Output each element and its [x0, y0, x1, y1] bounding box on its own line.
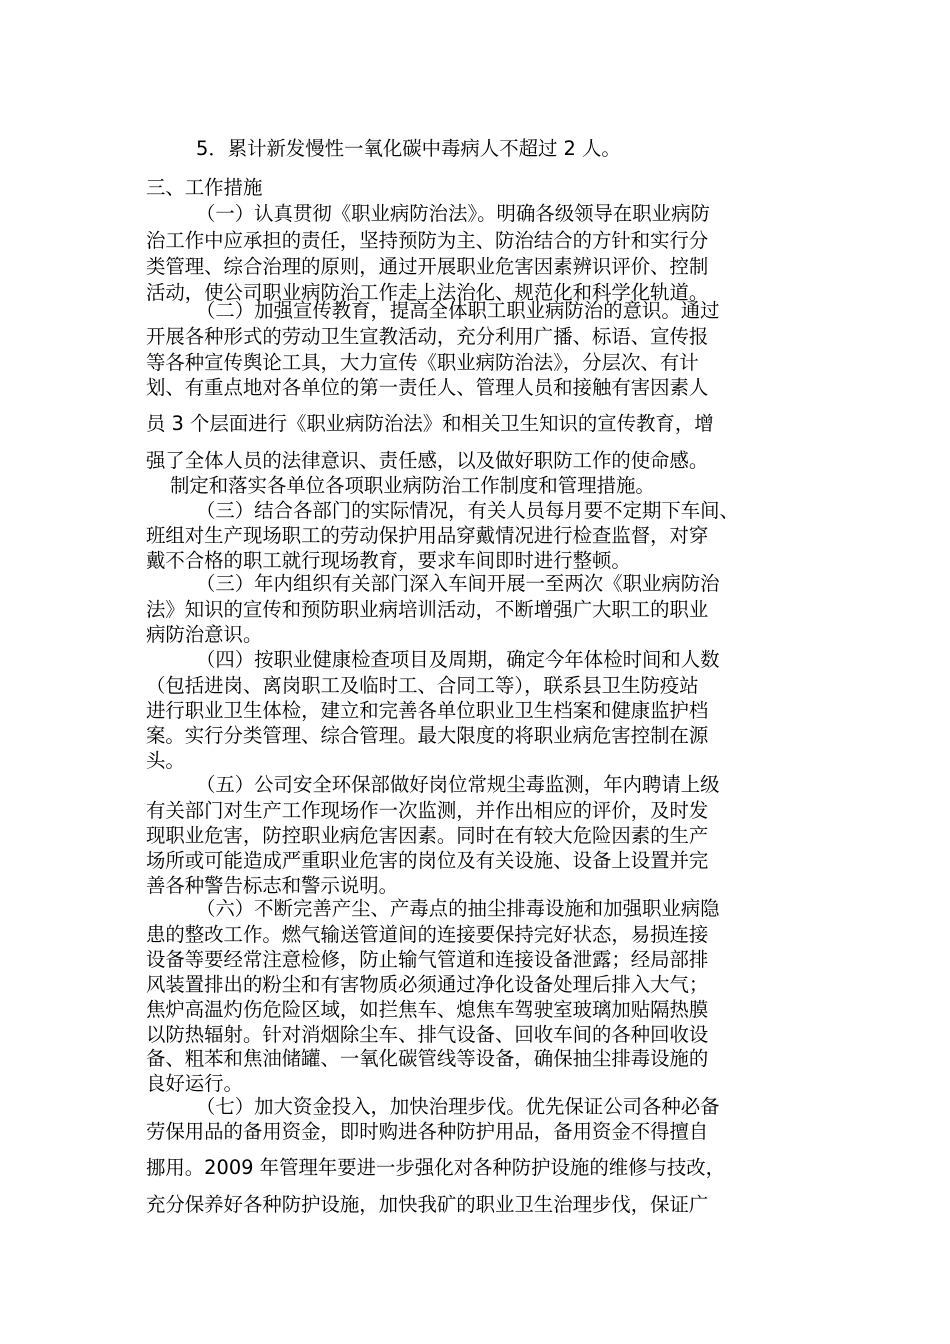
paragraph-line: 案。实行分类管理、综合管理。最大限度的将职业病危害控制在源	[146, 724, 709, 747]
paragraph-line: （五）公司安全环保部做好岗位常规尘毒监测，年内聘请上级	[196, 773, 720, 796]
paragraph-line: 现职业危害，防控职业病危害因素。同时在有较大危险因素的生产	[146, 824, 709, 847]
paragraph-line: （一）认真贯彻《职业病防治法》。明确各级领导在职业病防	[196, 202, 710, 225]
paragraph-line: 划、有重点地对各单位的第一责任人、管理人员和接触有害因素人	[146, 376, 709, 399]
paragraph-line: 焦炉高温灼伤危险区域，如拦焦车、熄焦车驾驶室玻璃加贴隔热膜	[146, 998, 709, 1021]
paragraph-line: 制定和落实各单位各项职业病防治工作制度和管理措施。	[170, 474, 655, 497]
paragraph-line: 有关部门对生产工作现场作一次监测，并作出相应的评价，及时发	[146, 799, 709, 822]
paragraph-line: 强了全体人员的法律意识、责任感，以及做好职防工作的使命感。	[146, 449, 709, 472]
paragraph-line: 场所或可能造成严重职业危害的岗位及有关设施、设备上设置并完	[146, 849, 709, 872]
paragraph-line: 班组对生产现场职工的劳动保护用品穿戴情况进行检查监督，对穿	[146, 524, 709, 547]
paragraph-line: 活动，使公司职业病防治工作走上法治化、规范化和科学化轨道。	[146, 281, 709, 304]
section-heading-measures: 三、工作措施	[146, 176, 263, 199]
paragraph-line: 善各种警告标志和警示说明。	[146, 874, 399, 897]
paragraph-line: 风装置排出的粉尘和有害物质必须通过净化设备处理后排入大气；	[146, 973, 709, 996]
paragraph-line: 等各种宣传舆论工具，大力宣传《职业病防治法》，分层次、有计	[146, 351, 699, 374]
paragraph-line: （二）加强宣传教育，提高全体职工职业病防治的意识。通过	[196, 299, 720, 322]
paragraph-line: 类管理、综合治理的原则，通过开展职业危害因素辨识评价、控制	[146, 255, 709, 278]
paragraph-line: （六）不断完善产尘、产毒点的抽尘排毒设施和加强职业病隐	[196, 897, 720, 920]
paragraph-line: （七）加大资金投入，加快治理步伐。优先保证公司各种必备	[196, 1095, 720, 1118]
paragraph-line: 充分保养好各种防护设施，加快我矿的职业卫生治理步伐，保证广	[146, 1193, 709, 1216]
paragraph-line: 进行职业卫生体检，建立和完善各单位职业卫生档案和健康监护档	[146, 699, 709, 722]
paragraph-line: 挪用。2009 年管理年要进一步强化对各种防护设施的维修与技改，	[146, 1156, 726, 1179]
paragraph-line: （三）结合各部门的实际情况，有关人员每月要不定期下车间、	[196, 499, 739, 522]
paragraph-line: 头。	[146, 749, 185, 772]
paragraph-line: （包括进岗、离岗职工及临时工、合同工等），联系县卫生防疫站	[146, 674, 699, 697]
paragraph-line: 劳保用品的备用资金，即时购进各种防护用品，备用资金不得擅自	[146, 1120, 709, 1143]
target-item-5: 5．累计新发慢性一氧化碳中毒病人不超过 2 人。	[196, 137, 621, 160]
paragraph-line: 备、粗苯和焦油储罐、一氧化碳管线等设备，确保抽尘排毒设施的	[146, 1047, 709, 1070]
paragraph-line: 治工作中应承担的责任，坚持预防为主、防治结合的方针和实行分	[146, 229, 709, 252]
paragraph-line: 良好运行。	[146, 1072, 243, 1095]
paragraph-line: 开展各种形式的劳动卫生宣教活动，充分利用广播、标语、宣传报	[146, 325, 709, 348]
paragraph-line: （四）按职业健康检查项目及周期，确定今年体检时间和人数	[196, 648, 720, 671]
paragraph-line: 法》知识的宣传和预防职业病培训活动，不断增强广大职工的职业	[146, 598, 709, 621]
paragraph-line: （三）年内组织有关部门深入车间开展一至两次《职业病防治	[196, 572, 720, 595]
paragraph-line: 以防热辐射。针对消烟除尘车、排气设备、回收车间的各种回收设	[146, 1023, 709, 1046]
paragraph-line: 员 3 个层面进行《职业病防治法》和相关卫生知识的宣传教育，增	[146, 412, 714, 435]
paragraph-line: 病防治意识。	[146, 623, 263, 646]
paragraph-line: 患的整改工作。燃气输送管道间的连接要保持完好状态，易损连接	[146, 923, 709, 946]
paragraph-line: 戴不合格的职工就行现场教育，要求车间即时进行整顿。	[146, 549, 631, 572]
paragraph-line: 设备等要经常注意检修，防止输气管道和连接设备泄露；经局部排	[146, 948, 709, 971]
